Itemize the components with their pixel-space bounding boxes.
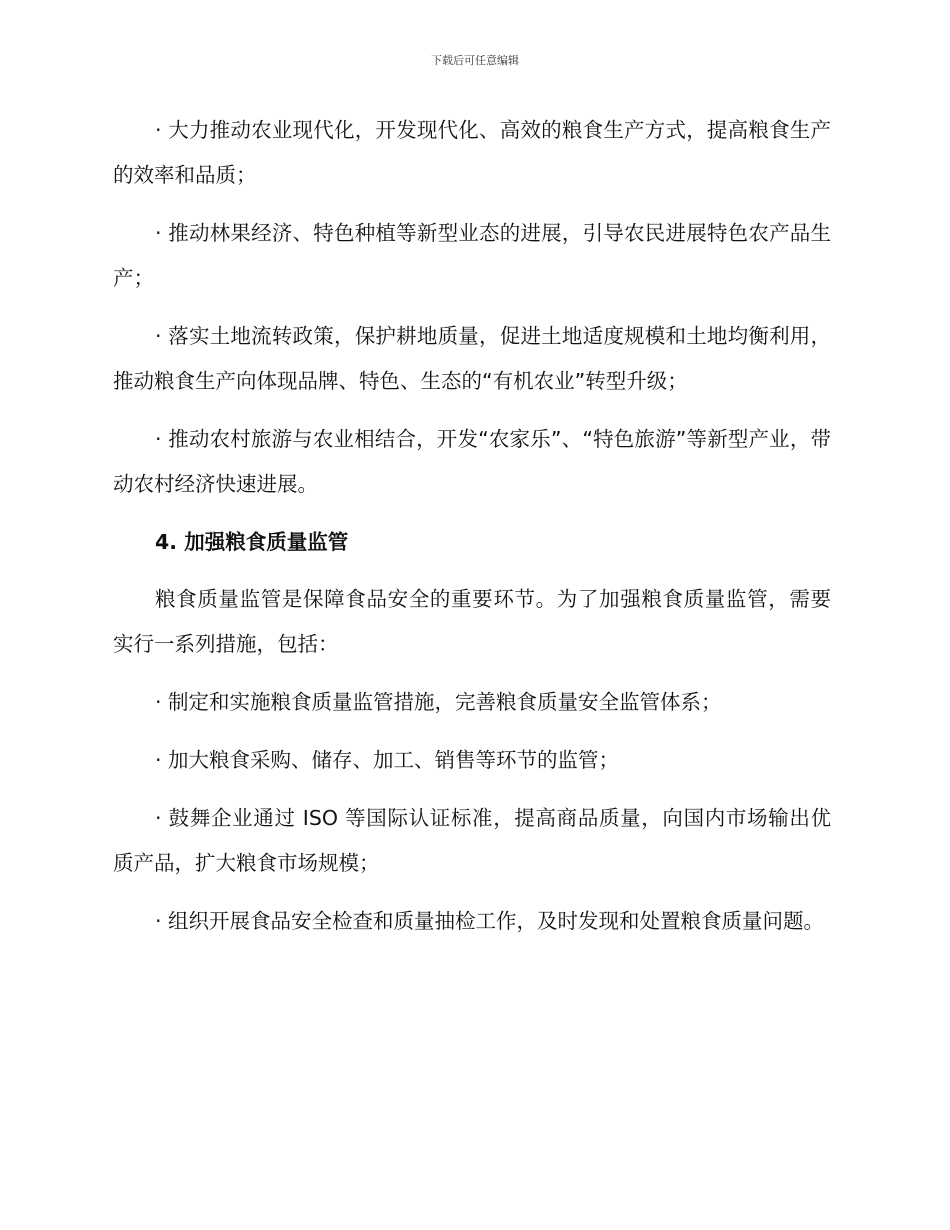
bullet-paragraph: · 加大粮食采购、储存、加工、销售等环节的监管； — [155, 748, 620, 772]
bullet-paragraph: · 制定和实施粮食质量监管措施，完善粮食质量安全监管体系； — [155, 690, 722, 714]
bullet-paragraph: · 推动林果经济、特色种植等新型业态的进展，引导农民进展特色农产品生产； — [113, 221, 831, 290]
bullet-paragraph: · 落实土地流转政策，保护耕地质量，促进土地适度规模和土地均衡利用，推动粮食生产向体现品牌、特色、生态的“有机农业”转型升级； — [113, 324, 831, 393]
bullet-paragraph: · 鼓舞企业通过 ISO 等国际认证标准，提高商品质量，向国内市场输出优质产品，扩大粮食市场规模； — [113, 806, 831, 875]
bullet-paragraph: · 大力推动农业现代化，开发现代化、高效的粮食生产方式，提高粮食生产的效率和品质； — [113, 118, 831, 187]
page-header-note: 下载后可任意编辑 — [431, 54, 519, 67]
section-heading: 4. 加强粮食质量监管 — [155, 530, 349, 554]
section-intro-paragraph: 粮食质量监管是保障食品安全的重要环节。为了加强粮食质量监管，需要实行一系列措施，包括： — [113, 587, 831, 656]
document-body — [113, 108, 831, 957]
bullet-paragraph: · 组织开展食品安全检查和质量抽检工作，及时发现和处置粮食质量问题。 — [155, 909, 825, 933]
bullet-paragraph: · 推动农村旅游与农业相结合，开发“农家乐”、“特色旅游”等新型产业，带动农村经济快速进展。 — [113, 427, 831, 496]
